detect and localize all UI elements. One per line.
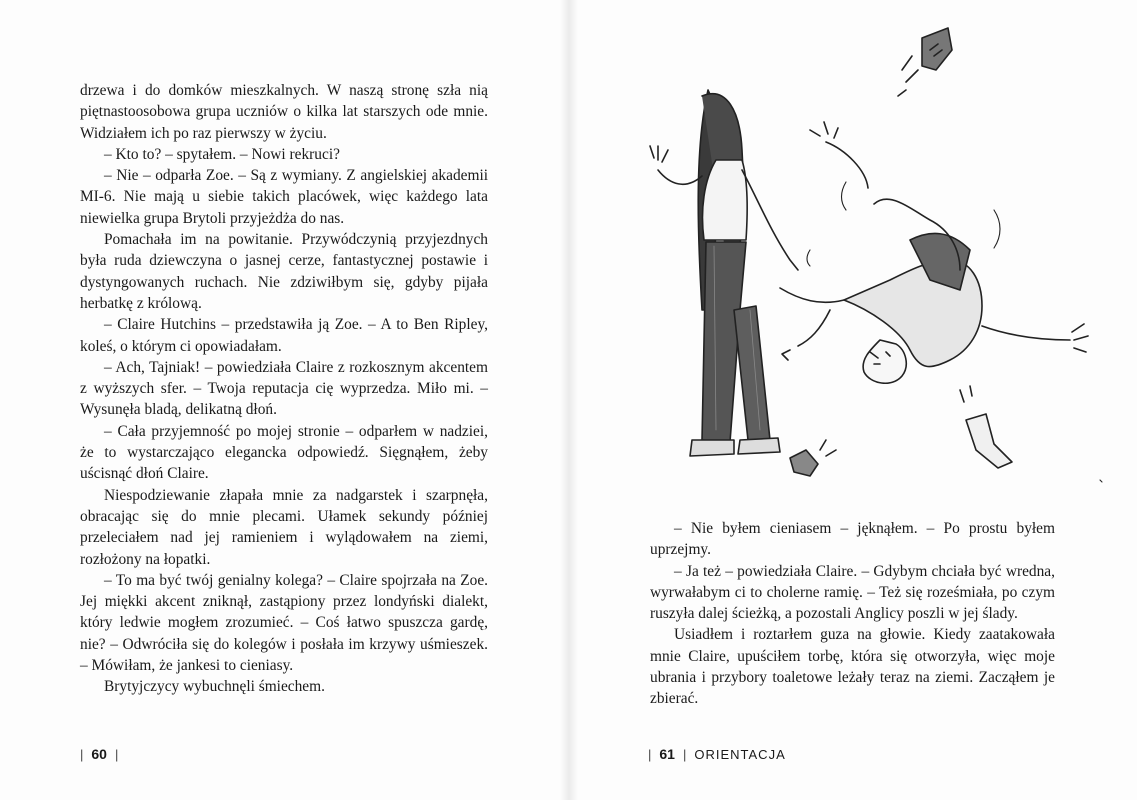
paragraph: – Claire Hutchins – przedstawiła ją Zoe. – A to Ben Ripley, koleś, o którym ci opowiadałam. (80, 316, 488, 355)
paragraph: Usiadłem i roztarłem guza na głowie. Kiedy zaatakowała mnie Claire, upuściłem torbę, która się otworzyła, więc moje ubrania i przybory toaletowe leżały teraz na ziemi. Zacząłem je zbierać. (650, 626, 1055, 708)
paragraph: – To ma być twój genialny kolega? – Claire spojrzała na Zoe. Jej miękki akcent zniknął, zastąpiony przez londyński dialekt, który ledwie mogłem zrozumieć. – Coś łatwo spuszcza gardę, nie? – Odwróciła się do kolegów i posłała im krzywy uśmieszek. – Mówiłam, że jankesi to cieniasy. (80, 571, 488, 675)
judo-throw-sketch (630, 10, 1110, 500)
paragraph: Niespodziewanie złapała mnie za nadgarstek i szarpnęła, obracając się do mnie plecami. Ułamek sekundy później przeleciałem nad jej ramieniem i wylądowałem na ziemi, rozłożony na łopatki. (80, 486, 488, 568)
flipping-boy-drawing (780, 122, 1088, 468)
dropped-shoe-drawing (790, 440, 836, 476)
paragraph: – Cała przyjemność po mojej stronie – odparłem w nadziei, że to wystarczająco elegancka odpowiedź. Sięgnąłem, żeby uścisnąć dłoń Claire. (80, 422, 488, 483)
paragraph: – Ja też – powiedziała Claire. – Gdybym chciała być wredna, wyrwałabym ci to cholerne ramię. – Też się roześmiała, po czym ruszyła dalej ścieżką, a pozostali Anglicy poszli w jej ślady. (650, 562, 1055, 623)
illustration (630, 10, 1110, 500)
folio-bar: | (114, 746, 119, 762)
left-page-text (80, 80, 488, 698)
paragraph: – Ach, Tajniak! – powiedziała Claire z rozkosznym akcentem z wyższych sfer. – Twoja reputacja cię wyprzedza. Miło mi. – Wysunęła bladą, delikatną dłoń. (80, 358, 488, 419)
paragraph: – Kto to? – spytałem. – Nowi rekruci? (104, 145, 340, 163)
flying-shoe-drawing (898, 28, 952, 96)
folio-bar: | (682, 746, 687, 762)
paragraph: – Nie byłem cieniasem – jęknąłem. – Po prostu byłem uprzejmy. (650, 520, 1055, 559)
right-page-text (650, 518, 1055, 710)
paragraph: Pomachała im na powitanie. Przywódczynią przyjezdnych była ruda dziewczyna o jasnej cerze, fantastycznej postawie i dystyngowanych ruchach. Nie zdziwiłbym się, gdyby pijała herbatkę z królową. (80, 231, 488, 312)
folio-bar: | (80, 746, 84, 762)
page-number: 60 (91, 746, 107, 762)
right-page-folio (648, 746, 786, 762)
paragraph: drzewa i do domków mieszkalnych. W naszą stronę szła nią piętnastoosobowa grupa uczniów o kilka lat starszych ode mnie. Widziałem ich po raz pierwszy w życiu. (80, 82, 488, 142)
paragraph: – Nie – odparła Zoe. – Są z wymiany. Z angielskiej akademii MI-6. Nie mają u siebie takich placówek, więc każdego lata niewielka grupa Brytoli przyjeżdża do nas. (80, 167, 488, 227)
section-title: ORIENTACJA (694, 746, 786, 762)
left-page-folio (80, 746, 118, 762)
page-number: 61 (659, 746, 675, 762)
standing-girl-drawing (650, 90, 798, 456)
folio-bar: | (648, 746, 652, 762)
book-gutter (560, 0, 578, 800)
paragraph: Brytyjczycy wybuchnęli śmiechem. (104, 678, 325, 696)
